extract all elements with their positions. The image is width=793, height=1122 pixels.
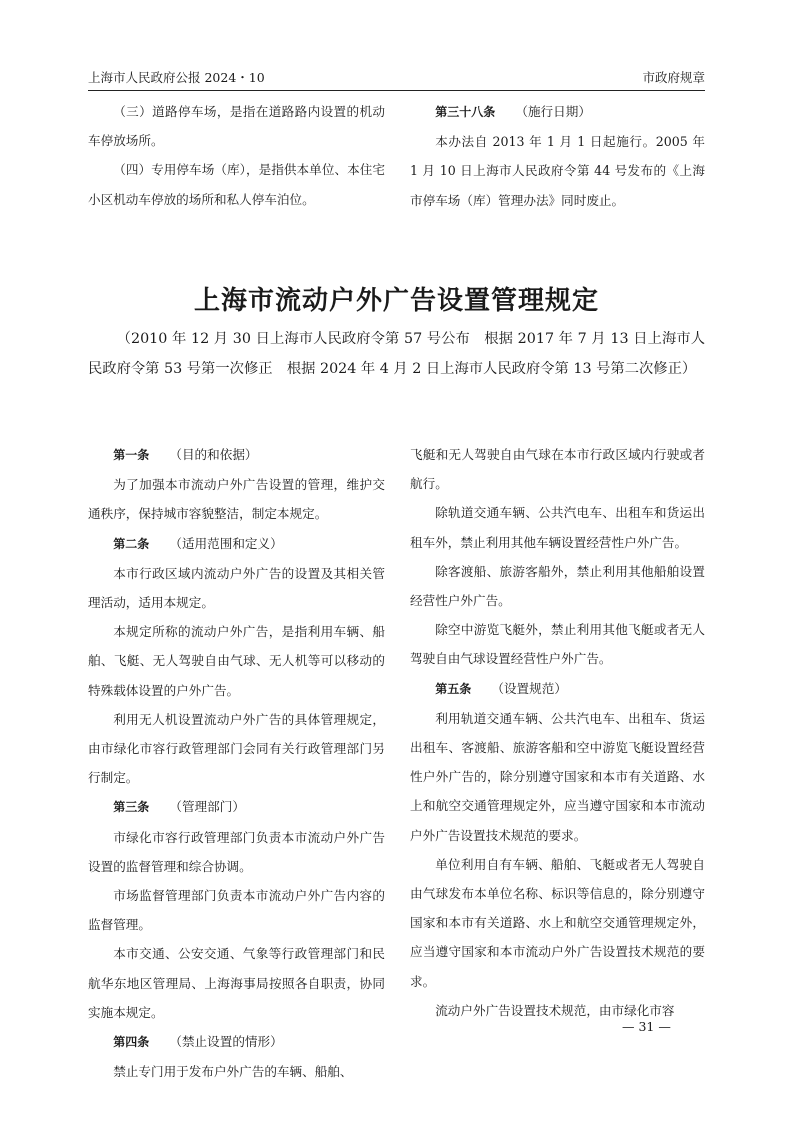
paragraph: 本市行政区域内流动户外广告的设置及其相关管理活动，适用本规定。 [88, 565, 385, 611]
paragraph: 本办法自 2013 年 1 月 1 日起施行。2005 年 1 月 10 日上海市人民政府令第 44 号发布的《上海市停车场（库）管理办法》同时废止。 [410, 134, 705, 208]
article-title: （禁止设置的情形） [169, 1034, 283, 1050]
paragraph: 本规定所称的流动户外广告，是指利用车辆、船舶、飞艇、无人驾驶自由气球、无人机等可以移动的特殊载体设置的户外广告。 [88, 624, 385, 698]
article-title: （设置规范） [491, 680, 567, 696]
prev-section-left-column [88, 97, 385, 214]
paragraph: 除客渡船、旅游客船外，禁止利用其他船舶设置经营性户外广告。 [410, 563, 705, 609]
article-heading [88, 440, 385, 470]
article-heading [88, 1027, 385, 1057]
document-title: 上海市流动户外广告设置管理规定 [193, 286, 599, 316]
article-title: （目的和依据） [169, 447, 258, 462]
article-number: 第五条 [435, 681, 472, 696]
paragraph: 除空中游览飞艇外，禁止利用其他飞艇或者无人驾驶自由气球设置经营性户外广告。 [410, 622, 705, 667]
article-number: 第一条 [113, 448, 150, 462]
paragraph: 利用无人机设置流动户外广告的具体管理规定，由市绿化市容行政管理部门会同有关行政管理部门另行制定。 [88, 711, 385, 786]
article-number: 第二条 [113, 536, 150, 551]
article-heading [410, 97, 705, 127]
body-left-column [88, 440, 385, 1086]
body-right-column [410, 440, 705, 1025]
running-header [88, 66, 705, 91]
document-subtitle: （2010 年 12 月 30 日上海市人民政府令第 57 号公布 根据 2017 年 7 月 13 日上海市人民政府令第 53 号第一次修正 根据 2024 年 4 月 2 日上海市人民政府令第 13 号第二次修正） [88, 331, 705, 377]
paragraph: 飞艇和无人驾驶自由气球在本市行政区域内行驶或者航行。 [410, 447, 705, 492]
paragraph: 利用轨道交通车辆、公共汽电车、出租车、货运出租车、客渡船、旅游客船和空中游览飞艇设置经营性户外广告的，除分别遵守国家和本市有关道路、水上和航空交通管理规定外，应当遵守国家和本市流动户外广告设置技术规范的要求。 [410, 710, 705, 843]
section-name: 市政府规章 [642, 70, 705, 85]
paragraph: 流动户外广告设置技术规范，由市绿化市容 [435, 1002, 675, 1018]
paragraph: 市场监督管理部门负责本市流动户外广告内容的监督管理。 [88, 888, 385, 933]
paragraph: 单位利用自有车辆、船舶、飞艇或者无人驾驶自由气球发布本单位名称、标识等信息的，除分别遵守国家和本市有关道路、水上和航空交通管理规定外，应当遵守国家和本市流动户外广告设置技术规范的要求。 [410, 856, 705, 989]
article-heading [88, 529, 385, 559]
article-heading [410, 674, 705, 704]
prev-section-right-column [410, 97, 705, 215]
paragraph: 市绿化市容行政管理部门负责本市流动户外广告设置的监督管理和综合协调。 [88, 829, 385, 874]
paragraph: 为了加强本市流动户外广告设置的管理，维护交通秩序，保持城市容貌整洁，制定本规定。 [88, 477, 385, 522]
article-number: 第三条 [113, 800, 150, 815]
paragraph: 禁止专门用于发布户外广告的车辆、船舶、 [113, 1064, 353, 1080]
article-heading [88, 792, 385, 822]
paragraph: （三）道路停车场，是指在道路路内设置的机动车停放场所。 [88, 104, 385, 149]
article-number: 第三十八条 [435, 105, 496, 119]
article-title: （管理部门） [169, 799, 245, 815]
page-number: — 31 — [622, 1019, 671, 1034]
journal-issue: 上海市人民政府公报 2024・10 [88, 70, 265, 85]
paragraph: 本市交通、公安交通、气象等行政管理部门和民航华东地区管理局、上海海事局按照各自职责，协同实施本规定。 [88, 946, 385, 1020]
paragraph: 除轨道交通车辆、公共汽电车、出租车和货运出租车外，禁止利用其他车辆设置经营性户外广告。 [410, 505, 705, 550]
article-number: 第四条 [113, 1035, 150, 1050]
article-title: （适用范围和定义） [169, 535, 283, 551]
paragraph: （四）专用停车场（库），是指供本单位、本住宅小区机动车停放的场所和私人停车泊位。 [88, 162, 385, 207]
article-title: （施行日期） [515, 104, 591, 119]
